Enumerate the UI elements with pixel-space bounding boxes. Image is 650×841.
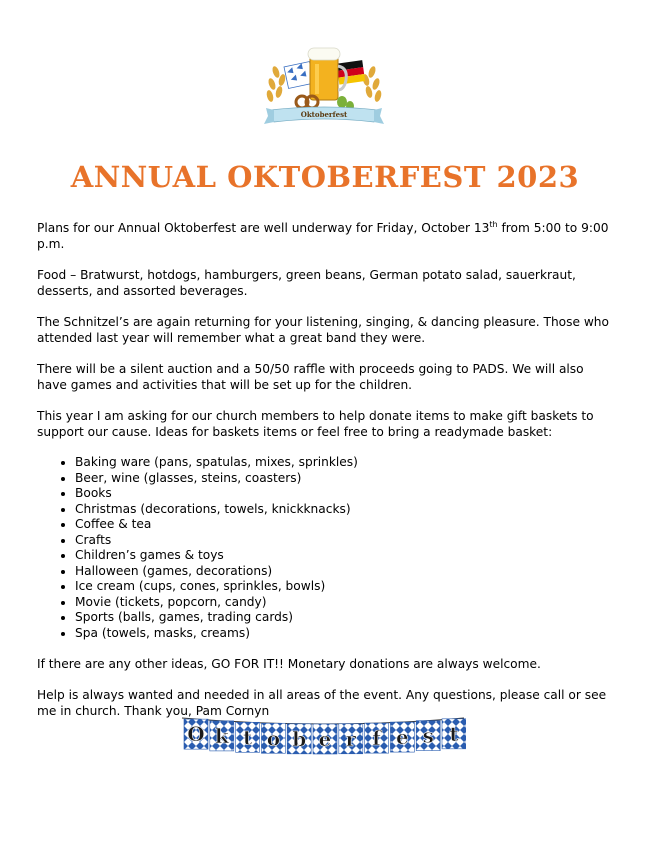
- pennant-flag-letter: k: [214, 723, 229, 748]
- pennant-flag-letter: s: [422, 723, 434, 748]
- pennant-flag: [261, 723, 285, 753]
- pennant-flag-letter: e: [396, 725, 409, 750]
- wheat-left-icon: [266, 65, 287, 102]
- pennant-flag: [416, 721, 440, 751]
- basket-items-list: [37, 455, 617, 641]
- pennant-flag: [339, 724, 363, 754]
- pennant-flag: [210, 721, 234, 751]
- paragraph-help: Help is always wanted and needed in all areas of the event. Any questions, please call or see me in church. Thank you, Pam Cornyn: [37, 688, 607, 718]
- wheat-right-icon: [362, 65, 383, 102]
- page-title: ANNUAL OKTOBERFEST 2023: [70, 160, 580, 194]
- pennant-flag-letter: f: [372, 726, 381, 751]
- paragraph-plans: [37, 220, 617, 252]
- document-body: [37, 220, 617, 734]
- list-item: • Baking ware (pans, spatulas, mixes, sprinkles): [75, 455, 617, 471]
- pennant-flag: [365, 723, 389, 753]
- list-item: • Sports (balls, games, trading cards): [75, 610, 617, 626]
- german-flag-icon: [336, 60, 365, 84]
- list-item: • Christmas (decorations, towels, knickknacks): [75, 502, 617, 518]
- list-item: • Spa (towels, masks, creams): [75, 626, 617, 642]
- pennant-flag-letter: O: [187, 722, 205, 747]
- pennant-flag: [236, 722, 260, 752]
- pennant-flag: [313, 724, 337, 754]
- oktoberfest-pennant-banner: [180, 710, 466, 758]
- list-item: • Coffee & tea: [75, 517, 617, 533]
- pennant-flag: [287, 724, 311, 754]
- pennant-flag-letter: r: [345, 726, 357, 751]
- pennant-flag: [390, 722, 414, 752]
- list-item: • Ice cream (cups, cones, sprinkles, bowls): [75, 579, 617, 595]
- paragraph-plans-time: from 5:00 to 9:00 p.m.: [37, 221, 609, 251]
- pretzel-icon: [296, 96, 318, 108]
- pennant-flag-letter: e: [318, 726, 332, 751]
- list-item: • Beer, wine (glasses, steins, coasters): [75, 471, 617, 487]
- date-ordinal-suffix: th: [489, 219, 498, 229]
- paragraph-plans-text: Plans for our Annual Oktoberfest are well underway for Friday, October 13: [37, 221, 490, 235]
- paragraph-ideas: If there are any other ideas, GO FOR IT!! Monetary donations are always welcome.: [37, 657, 541, 671]
- list-item: • Halloween (games, decorations): [75, 564, 617, 580]
- pennant-flag-letter: t: [242, 725, 253, 750]
- pennant-flag: [442, 719, 466, 749]
- pennant-flag-letter: t: [449, 721, 459, 746]
- pennant-flag-letter: o: [266, 726, 281, 751]
- logo-ribbon-text: Oktoberfest: [300, 110, 348, 119]
- list-item: • Books: [75, 486, 617, 502]
- paragraph-baskets: This year I am asking for our church members to help donate items to make gift baskets to support our cause. Ideas for baskets items or feel free to bring a readymade basket:: [37, 409, 594, 439]
- pennant-flag: [184, 719, 208, 749]
- list-item: • Crafts: [75, 533, 617, 549]
- pennant-flag-letter: b: [292, 726, 307, 751]
- paragraph-band: The Schnitzel’s are again returning for your listening, singing, & dancing pleasure. Those who attended last year will remember what a great band they were.: [37, 315, 609, 345]
- oktoberfest-logo: [262, 42, 386, 138]
- paragraph-food: Food – Bratwurst, hotdogs, hamburgers, green beans, German potato salad, sauerkraut, desserts, and assorted beverages.: [37, 268, 576, 298]
- list-item: • Movie (tickets, popcorn, candy): [75, 595, 617, 611]
- list-item: • Children’s games & toys: [75, 548, 617, 564]
- paragraph-auction: There will be a silent auction and a 50/50 raffle with proceeds going to PADS. We will also have games and activities that will be set up for the children.: [37, 362, 584, 392]
